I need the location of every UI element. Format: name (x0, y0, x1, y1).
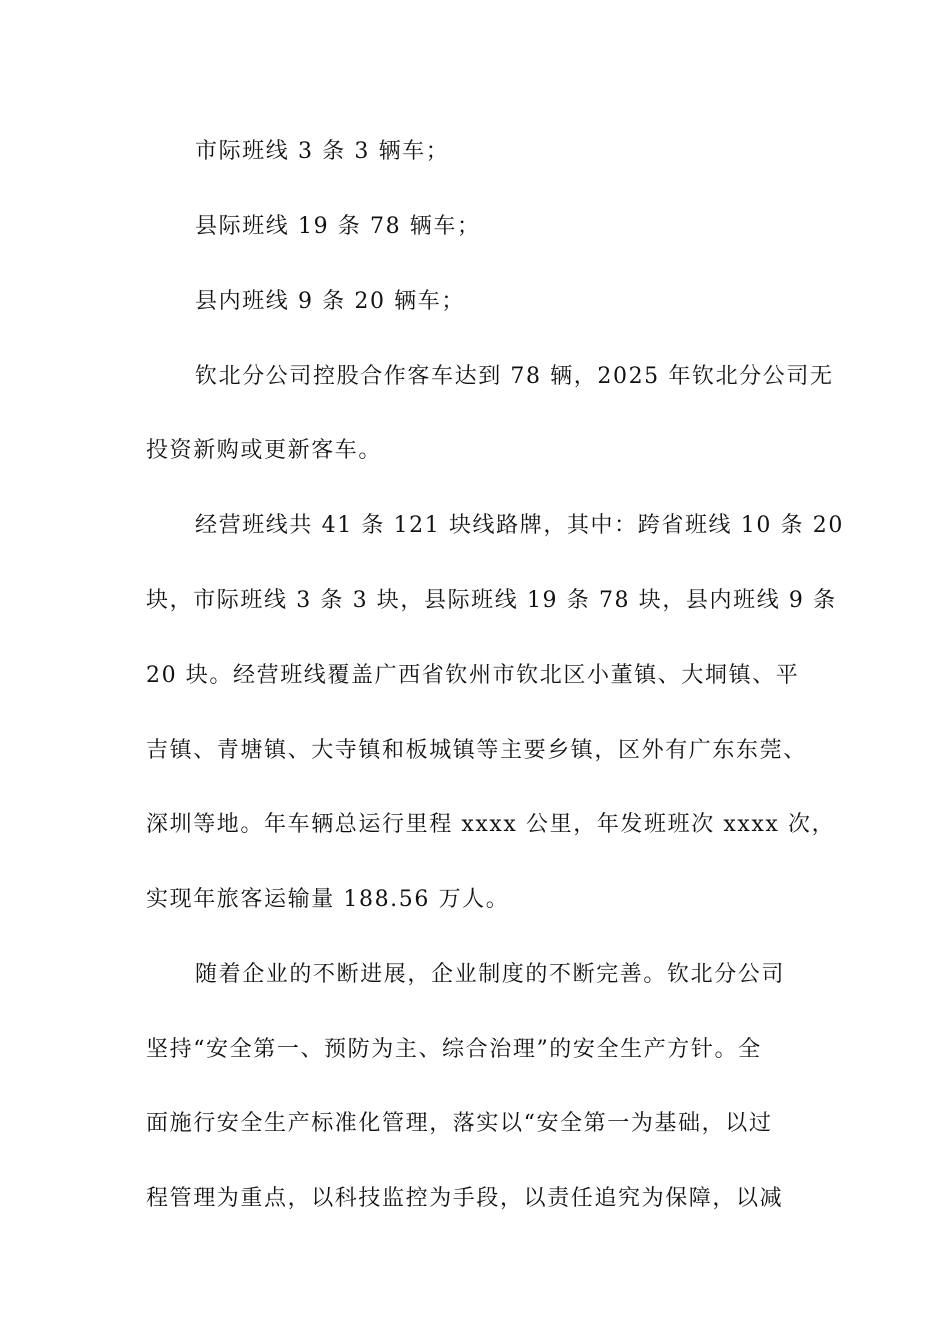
text-line: 经营班线共 41 条 121 块线路牌，其中：跨省班线 10 条 20 (195, 513, 844, 538)
text-line: 钦北分公司控股合作客车达到 78 辆，2025 年钦北分公司无 (195, 364, 834, 389)
text-line: 程管理为重点，以科技监控为手段，以责任追究为保障，以减 (146, 1186, 784, 1211)
text-line: 市际班线 3 条 3 辆车； (195, 139, 450, 164)
text-line: 实现年旅客运输量 188.56 万人。 (146, 887, 510, 912)
text-line: 块，市际班线 3 条 3 块，县际班线 19 条 78 块，县内班线 9 条 (146, 588, 837, 613)
text-line: 吉镇、青塘镇、大寺镇和板城镇等主要乡镇，区外有广东东莞、 (146, 738, 807, 763)
text-line: 随着企业的不断进展，企业制度的不断完善。钦北分公司 (195, 962, 786, 987)
text-line: 20 块。经营班线覆盖广西省钦州市钦北区小董镇、大垌镇、平 (146, 663, 800, 688)
text-line: 县际班线 19 条 78 辆车； (195, 214, 481, 239)
text-line: 投资新购或更新客车。 (146, 438, 383, 463)
text-line: 深圳等地。年车辆总运行里程 xxxx 公里，年发班班次 xxxx 次， (146, 812, 836, 837)
text-line: 坚持“安全第一、预防为主、综合治理”的安全生产方针。全 (146, 1037, 762, 1062)
text-line: 县内班线 9 条 20 辆车； (195, 289, 465, 314)
text-line: 面施行安全生产标准化管理，落实以“安全第一为基础，以过 (146, 1111, 773, 1136)
